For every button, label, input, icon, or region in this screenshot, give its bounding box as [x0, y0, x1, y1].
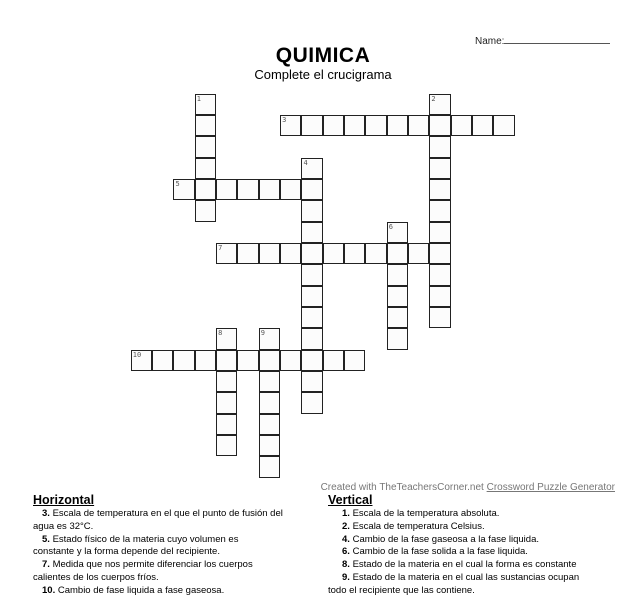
- crossword-cell[interactable]: [216, 414, 237, 435]
- credit-line: [321, 482, 615, 493]
- generator-link[interactable]: Crossword Puzzle Generator: [486, 482, 615, 493]
- crossword-cell[interactable]: [173, 179, 194, 200]
- clue-text: Cambio de fase liquida a fase gaseosa.: [57, 584, 225, 596]
- crossword-cell[interactable]: [387, 307, 408, 328]
- crossword-cell[interactable]: [195, 136, 216, 157]
- crossword-cell[interactable]: [259, 435, 280, 456]
- crossword-cell[interactable]: [216, 243, 237, 264]
- crossword-cell[interactable]: [429, 94, 450, 115]
- crossword-cell[interactable]: [429, 307, 450, 328]
- crossword-cell[interactable]: [301, 179, 322, 200]
- crossword-cell[interactable]: [195, 179, 216, 200]
- crossword-cell[interactable]: [323, 350, 344, 371]
- crossword-cell[interactable]: [429, 115, 450, 136]
- crossword-cell[interactable]: [195, 200, 216, 221]
- clue-text-continued: agua es 32°C.: [33, 520, 94, 532]
- cell-number: 1: [196, 94, 201, 103]
- clue-text: Escala de temperatura Celsius.: [352, 520, 485, 532]
- crossword-cell[interactable]: [216, 179, 237, 200]
- clue-text: Cambio de la fase solida a la fase liquida.: [352, 546, 528, 558]
- crossword-cell[interactable]: [344, 115, 365, 136]
- cell-number: 7: [218, 244, 223, 253]
- clue-horizontal-item: [33, 508, 333, 534]
- crossword-cell[interactable]: [429, 222, 450, 243]
- crossword-cell[interactable]: [301, 115, 322, 136]
- crossword-cell[interactable]: [344, 243, 365, 264]
- crossword-cell[interactable]: [173, 350, 194, 371]
- crossword-cell[interactable]: [216, 371, 237, 392]
- clue-number: 4.: [342, 533, 350, 545]
- cell-number: 6: [388, 222, 393, 231]
- crossword-cell[interactable]: [237, 179, 258, 200]
- crossword-cell[interactable]: [280, 350, 301, 371]
- crossword-cell[interactable]: [195, 350, 216, 371]
- horizontal-clues: [33, 493, 333, 598]
- crossword-cell[interactable]: [387, 264, 408, 285]
- crossword-cell[interactable]: [301, 243, 322, 264]
- crossword-cell[interactable]: [301, 222, 322, 243]
- crossword-cell[interactable]: [301, 200, 322, 221]
- crossword-cell[interactable]: [387, 115, 408, 136]
- crossword-cell[interactable]: [195, 94, 216, 115]
- clue-vertical-item: [328, 508, 628, 521]
- vertical-heading: Vertical: [328, 493, 373, 507]
- crossword-cell[interactable]: [216, 435, 237, 456]
- cell-number: 9: [260, 329, 265, 338]
- crossword-cell[interactable]: [195, 158, 216, 179]
- clue-text-continued: calientes de los cuerpos fríos.: [33, 571, 159, 583]
- page-title: QUIMICA: [275, 44, 371, 67]
- cell-number: 10: [132, 350, 142, 359]
- clue-text-continued: constante y la forma depende del recipiente.: [33, 546, 220, 558]
- clue-vertical-item: [328, 521, 628, 534]
- crossword-cell[interactable]: [259, 350, 280, 371]
- cell-number: 3: [282, 116, 287, 125]
- crossword-cell[interactable]: [237, 350, 258, 371]
- horizontal-heading: Horizontal: [33, 493, 95, 507]
- clue-text: Escala de la temperatura absoluta.: [352, 508, 500, 519]
- crossword-cell[interactable]: [387, 286, 408, 307]
- crossword-cell[interactable]: [301, 286, 322, 307]
- crossword-cell[interactable]: [387, 328, 408, 349]
- clue-number: 6.: [342, 546, 350, 558]
- clue-text: Medida que nos permite diferenciar los cuerpos: [52, 559, 253, 571]
- clue-vertical-item: [328, 546, 628, 559]
- clue-number: 3.: [42, 508, 50, 519]
- clue-vertical-item: [328, 534, 628, 547]
- crossword-cell[interactable]: [216, 328, 237, 349]
- clue-number: 10.: [42, 584, 56, 596]
- crossword-cell[interactable]: [344, 350, 365, 371]
- crossword-cell[interactable]: [301, 328, 322, 349]
- cell-number: 5: [175, 180, 180, 189]
- clue-horizontal-item: [33, 559, 333, 585]
- crossword-cell[interactable]: [365, 115, 386, 136]
- clue-text: Escala de temperatura en el que el punto de fusión del: [52, 508, 283, 519]
- crossword-cell[interactable]: [216, 350, 237, 371]
- clue-number: 8.: [342, 559, 350, 571]
- crossword-cell[interactable]: [429, 243, 450, 264]
- credit-prefix: Created with TheTeachersCorner.net: [320, 482, 484, 493]
- crossword-cell[interactable]: [259, 328, 280, 349]
- crossword-cell[interactable]: [216, 392, 237, 413]
- crossword-cell[interactable]: [259, 243, 280, 264]
- crossword-cell[interactable]: [429, 179, 450, 200]
- crossword-cell[interactable]: [301, 264, 322, 285]
- clue-text: Estado físico de la materia cuyo volumen es: [52, 533, 239, 545]
- crossword-cell[interactable]: [152, 350, 173, 371]
- crossword-cell[interactable]: [387, 222, 408, 243]
- crossword-cell[interactable]: [301, 371, 322, 392]
- crossword-cell[interactable]: [301, 350, 322, 371]
- crossword-cell[interactable]: [323, 243, 344, 264]
- crossword-cell[interactable]: [301, 307, 322, 328]
- crossword-cell[interactable]: [429, 286, 450, 307]
- crossword-cell[interactable]: [131, 350, 152, 371]
- crossword-cell[interactable]: [259, 371, 280, 392]
- clue-vertical-item: [328, 559, 628, 572]
- page-subtitle: Complete el crucigrama: [254, 67, 392, 82]
- crossword-cell[interactable]: [195, 115, 216, 136]
- clue-number: 7.: [42, 559, 50, 571]
- crossword-cell[interactable]: [280, 115, 301, 136]
- clue-text: Estado de la materia en el cual la forma es constante: [352, 559, 577, 571]
- crossword-cell[interactable]: [429, 158, 450, 179]
- clue-text-continued: todo el recipiente que las contiene.: [328, 584, 475, 596]
- clue-horizontal-item: [33, 585, 333, 598]
- crossword-cell[interactable]: [472, 115, 493, 136]
- crossword-cell[interactable]: [451, 115, 472, 136]
- cell-number: 2: [431, 94, 436, 103]
- crossword-cell[interactable]: [408, 243, 429, 264]
- crossword-cell[interactable]: [387, 243, 408, 264]
- crossword-cell[interactable]: [323, 115, 344, 136]
- crossword-cell[interactable]: [280, 179, 301, 200]
- crossword-cell[interactable]: [493, 115, 514, 136]
- clue-text: Cambio de la fase gaseosa a la fase liquida.: [352, 533, 540, 545]
- vertical-clues: [328, 493, 628, 598]
- name-label: Name:: [475, 36, 505, 47]
- crossword-cell[interactable]: [280, 243, 301, 264]
- clue-number: 9.: [342, 571, 350, 583]
- clue-horizontal-item: [33, 534, 333, 560]
- crossword-cell[interactable]: [429, 200, 450, 221]
- clue-number: 5.: [42, 533, 50, 545]
- crossword-cell[interactable]: [429, 264, 450, 285]
- clue-number: 2.: [342, 520, 350, 532]
- crossword-cell[interactable]: [259, 456, 280, 477]
- crossword-cell[interactable]: [301, 158, 322, 179]
- clue-text: Estado de la materia en el cual las sustancias ocupan: [352, 571, 580, 583]
- crossword-cell[interactable]: [301, 392, 322, 413]
- name-line[interactable]: [504, 34, 610, 44]
- crossword-cell[interactable]: [429, 136, 450, 157]
- crossword-cell[interactable]: [237, 243, 258, 264]
- crossword-cell[interactable]: [259, 392, 280, 413]
- crossword-cell[interactable]: [259, 414, 280, 435]
- crossword-cell[interactable]: [408, 115, 429, 136]
- clue-number: 1.: [342, 508, 350, 519]
- clue-vertical-item: [328, 572, 628, 598]
- crossword-cell[interactable]: [365, 243, 386, 264]
- cell-number: 4: [303, 158, 308, 167]
- crossword-cell[interactable]: [259, 179, 280, 200]
- cell-number: 8: [218, 329, 223, 338]
